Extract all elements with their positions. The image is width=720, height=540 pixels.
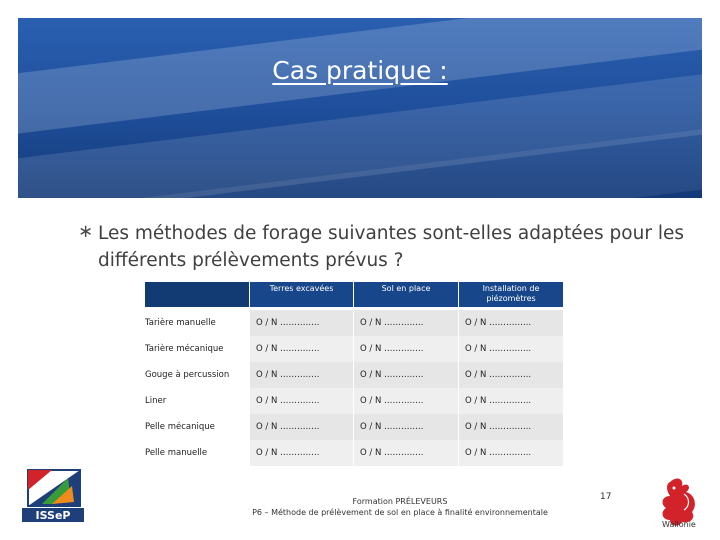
table-row bbox=[145, 388, 563, 414]
table-row bbox=[145, 362, 563, 388]
table-cell: O / N ………….. bbox=[354, 388, 458, 414]
table-cell: O / N …………... bbox=[459, 310, 563, 336]
table-cell: O / N ………….. bbox=[250, 310, 353, 336]
table-cell: O / N ………….. bbox=[354, 414, 458, 440]
wallonie-label: Wallonie bbox=[662, 520, 696, 529]
row-label: Pelle manuelle bbox=[145, 440, 249, 466]
issep-logo-text: ISSeP bbox=[35, 509, 71, 522]
table-cell: O / N ………….. bbox=[354, 362, 458, 388]
table-cell: O / N …………... bbox=[459, 388, 563, 414]
footer bbox=[225, 496, 575, 518]
row-label: Gouge à percussion bbox=[145, 362, 249, 388]
table-header-cell: Terres excavées bbox=[250, 282, 353, 307]
table-row bbox=[145, 336, 563, 362]
table-cell: O / N …………... bbox=[459, 336, 563, 362]
table-row bbox=[145, 440, 563, 466]
slide-title: Cas pratique : bbox=[272, 56, 448, 85]
table-cell: O / N ………….. bbox=[354, 310, 458, 336]
asterisk-bullet-icon: ∗ bbox=[78, 221, 94, 242]
footer-line-2: P6 – Méthode de prélèvement de sol en place à finalité environnementale bbox=[252, 508, 548, 517]
title-banner bbox=[18, 18, 702, 198]
table-header-cell: Installation de piézomètres bbox=[459, 282, 563, 307]
methods-table bbox=[145, 282, 563, 464]
table-row bbox=[145, 414, 563, 440]
page-number: 17 bbox=[600, 492, 612, 502]
table-cell: O / N …………... bbox=[459, 362, 563, 388]
row-label: Tarière mécanique bbox=[145, 336, 249, 362]
footer-line-1: Formation PRÉLEVEURS bbox=[352, 497, 448, 506]
table-row bbox=[145, 310, 563, 336]
table-cell: O / N …………... bbox=[459, 440, 563, 466]
table-cell: O / N ………….. bbox=[250, 336, 353, 362]
row-label: Pelle mécanique bbox=[145, 414, 249, 440]
table-header-row bbox=[145, 282, 563, 307]
issep-logo bbox=[22, 468, 84, 524]
bullet-text: Les méthodes de forage suivantes sont-elles adaptées pour les différents prélèvements prévus ? bbox=[98, 223, 684, 271]
table-cell: O / N ………….. bbox=[250, 362, 353, 388]
row-label: Tarière manuelle bbox=[145, 310, 249, 336]
table-cell: O / N ………….. bbox=[354, 336, 458, 362]
table-cell: O / N ………….. bbox=[354, 440, 458, 466]
table-header-cell: Sol en place bbox=[354, 282, 458, 307]
table-cell: O / N ………….. bbox=[250, 388, 353, 414]
table-cell: O / N ………….. bbox=[250, 414, 353, 440]
table-cell: O / N ………….. bbox=[250, 440, 353, 466]
table-cell: O / N …………... bbox=[459, 414, 563, 440]
table-header-corner bbox=[145, 282, 249, 307]
row-label: Liner bbox=[145, 388, 249, 414]
